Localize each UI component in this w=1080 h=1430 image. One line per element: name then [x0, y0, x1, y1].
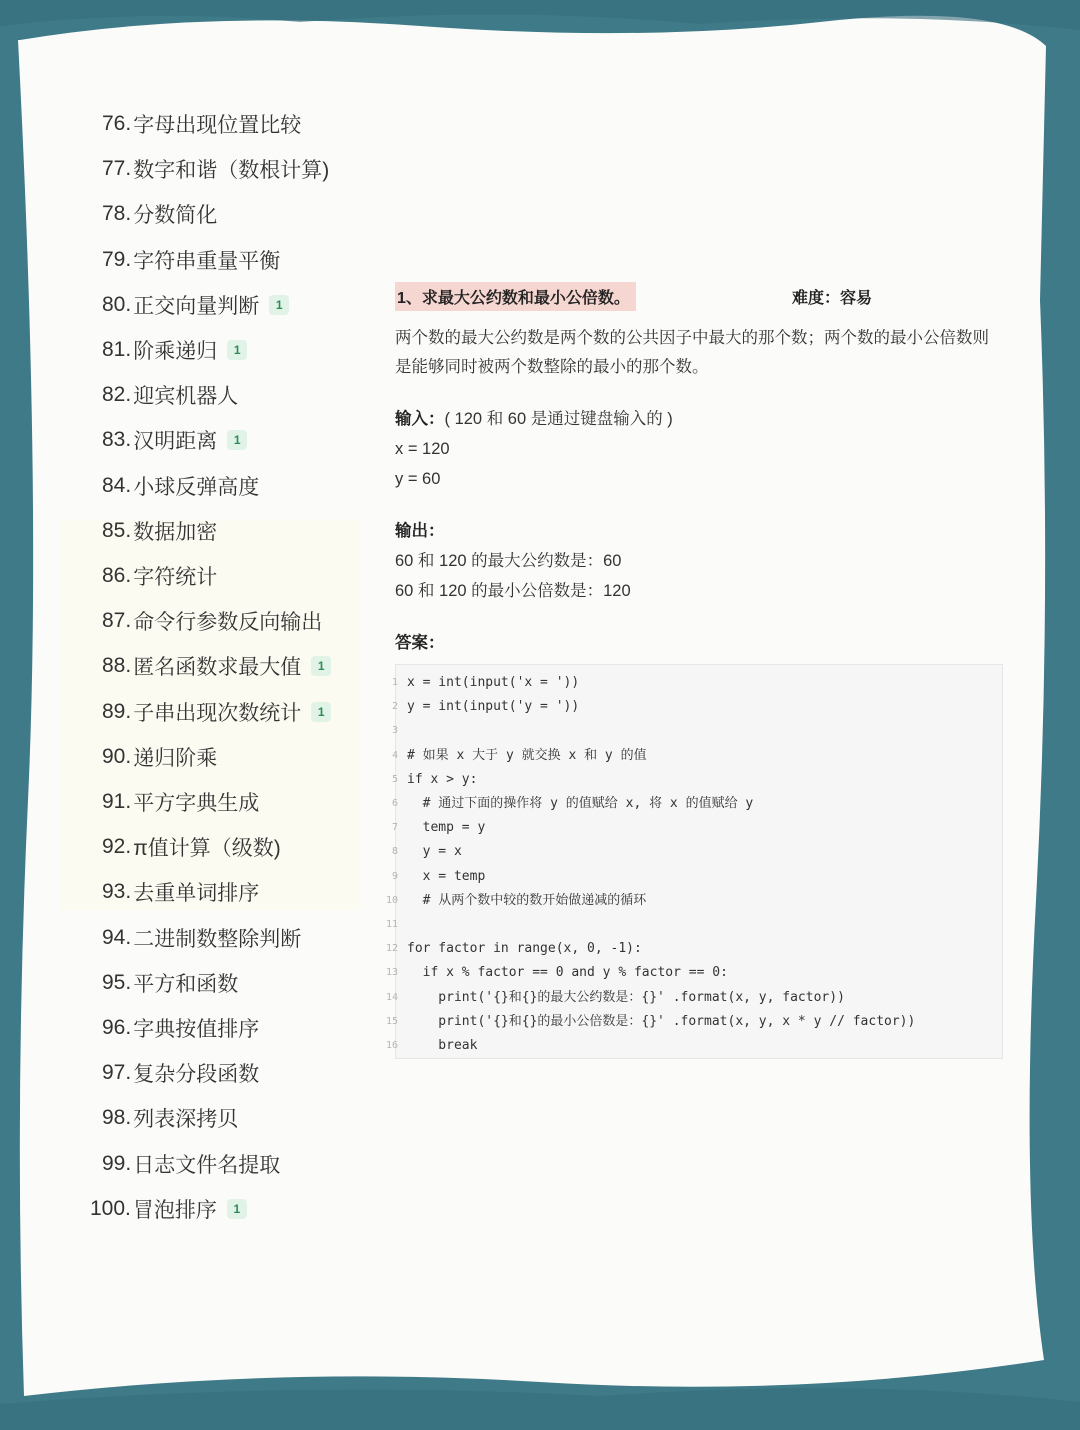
output-line: 60 和 120 的最小公倍数是：120 — [395, 582, 631, 600]
toc-item[interactable] — [102, 378, 238, 412]
toc-item-title: 字典按值排序 — [133, 1018, 260, 1041]
code-line: print('{}和{}的最小公倍数是：{}' .format(x, y, x * y // factor)) — [407, 1013, 916, 1029]
line-number: 9 — [391, 870, 398, 882]
line-number: 14 — [385, 991, 398, 1003]
toc-item-number: 76. — [102, 112, 132, 135]
comment-count-badge: 1 — [227, 430, 247, 450]
toc-item[interactable] — [102, 469, 259, 503]
comment-count-badge: 1 — [311, 656, 331, 676]
code-line: temp = y — [407, 820, 486, 836]
toc-item-title: 分数简化 — [133, 204, 218, 228]
toc-item-number: 81. — [102, 338, 132, 361]
toc-item-number: 84. — [102, 473, 132, 497]
toc-item[interactable] — [102, 559, 217, 593]
line-number: 12 — [385, 943, 398, 955]
line-number: 5 — [391, 773, 398, 785]
line-number: 11 — [385, 919, 398, 930]
answer-label: 答案： — [395, 634, 445, 652]
answer-section — [395, 628, 445, 658]
toc-item[interactable] — [102, 288, 289, 322]
toc-item[interactable] — [102, 695, 331, 729]
toc-item[interactable] — [102, 649, 331, 683]
toc-item-title: π值计算（级数) — [133, 837, 281, 861]
toc-item-title: 日志文件名提取 — [133, 1153, 281, 1177]
toc-item-title: 平方字典生成 — [133, 792, 260, 815]
code-line: # 通过下面的操作将 y 的值赋给 x, 将 x 的值赋给 y — [407, 796, 754, 811]
toc-item-title: 数据加密 — [133, 520, 218, 544]
input-section — [395, 404, 673, 494]
toc-item-title: 正交向量判断 — [133, 294, 260, 318]
toc-item-number: 95. — [102, 970, 132, 994]
toc-item-number: 78. — [102, 202, 132, 226]
toc-item[interactable] — [102, 333, 247, 367]
line-number: 3 — [391, 725, 398, 737]
code-line: y = int(input('y = ')) — [407, 699, 580, 715]
toc-item-title: 子串出现次数统计 — [133, 701, 302, 725]
toc-item[interactable] — [102, 1147, 280, 1181]
toc-item-number: 92. — [102, 835, 132, 859]
code-line: # 从两个数中较的数开始做递减的循环 — [407, 892, 647, 908]
code-line: break — [407, 1038, 478, 1053]
toc-item-number: 86. — [102, 564, 132, 587]
line-number: 2 — [391, 701, 398, 713]
code-line: if x % factor == 0 and y % factor == 0: — [407, 965, 728, 981]
toc-item-title: 递归阶乘 — [133, 746, 218, 770]
toc-item-number: 98. — [102, 1106, 132, 1130]
toc-item-number: 97. — [102, 1061, 132, 1085]
code-line: for factor in range(x, 0, -1): — [407, 941, 642, 957]
toc-item-title: 字符统计 — [133, 566, 218, 589]
line-number: 7 — [391, 822, 398, 834]
toc-item-title: 去重单词排序 — [133, 882, 260, 906]
toc-item-number: 87. — [102, 609, 132, 633]
toc-item-number: 99. — [102, 1151, 132, 1175]
code-line: print('{}和{}的最大公约数是：{}' .format(x, y, factor)) — [407, 989, 845, 1005]
line-number: 15 — [385, 1015, 398, 1027]
toc-item-number: 80. — [102, 292, 132, 316]
input-line: y = 60 — [395, 470, 441, 488]
code-line: x = int(input('x = ')) — [407, 675, 580, 690]
toc-item[interactable] — [102, 1056, 259, 1090]
toc-item[interactable] — [102, 604, 322, 638]
input-note: ( 120 和 60 是通过键盘输入的 ) — [444, 410, 673, 428]
comment-count-badge: 1 — [227, 1199, 247, 1219]
line-number: 13 — [385, 967, 398, 979]
toc-item-number: 93. — [102, 880, 132, 904]
toc-item[interactable] — [102, 107, 301, 141]
line-number: 16 — [385, 1040, 398, 1051]
toc-item[interactable] — [102, 423, 247, 457]
toc-item[interactable] — [102, 514, 217, 548]
toc-item[interactable] — [102, 875, 259, 909]
toc-item-number: 85. — [102, 518, 132, 542]
toc-item[interactable] — [102, 740, 217, 774]
toc-item-number: 90. — [102, 744, 132, 768]
line-number: 1 — [391, 677, 398, 688]
line-number: 8 — [391, 846, 398, 858]
toc-item[interactable] — [102, 1011, 259, 1045]
toc-item[interactable] — [102, 197, 217, 231]
code-line: # 如果 x 大于 y 就交换 x 和 y 的值 — [407, 747, 647, 763]
question-title: 1、求最大公约数和最小公倍数。 — [395, 282, 636, 311]
code-block — [385, 664, 1003, 1059]
toc-item-title: 汉明距离 — [133, 430, 218, 454]
toc-item-title: 二进制数整除判断 — [133, 927, 302, 951]
toc-item[interactable] — [102, 830, 281, 864]
line-number: 10 — [385, 894, 398, 906]
code-line: y = x — [407, 844, 462, 860]
toc-item-title: 冒泡排序 — [132, 1198, 217, 1222]
toc-item[interactable] — [102, 152, 329, 186]
toc-item-number: 77. — [102, 157, 132, 181]
toc-item-title: 数字和谐（数根计算) — [133, 159, 330, 183]
output-section — [395, 516, 631, 606]
output-label: 输出： — [395, 522, 445, 540]
toc-item-number: 89. — [102, 699, 132, 723]
toc-item-title: 迎宾机器人 — [133, 385, 239, 409]
input-line: x = 120 — [395, 440, 450, 458]
input-label: 输入： — [395, 410, 445, 428]
toc-item-number: 82. — [102, 383, 132, 407]
toc-item-number: 100. — [90, 1196, 131, 1220]
toc-item[interactable] — [102, 1101, 238, 1135]
toc-item-title: 字母出现位置比较 — [133, 114, 302, 137]
toc-item-number: 91. — [102, 790, 132, 813]
toc-item-number: 79. — [102, 247, 132, 271]
code-line: x = temp — [407, 868, 486, 884]
toc-item[interactable] — [102, 921, 301, 955]
difficulty-label: 难度：容易 — [792, 290, 873, 307]
toc-item-number: 94. — [102, 925, 132, 949]
comment-count-badge: 1 — [227, 340, 247, 360]
toc-item[interactable] — [90, 1192, 247, 1226]
comment-count-badge: 1 — [269, 295, 289, 315]
toc-item[interactable] — [102, 243, 280, 277]
toc-item-title: 复杂分段函数 — [133, 1063, 260, 1087]
output-line: 60 和 120 的最大公约数是：60 — [395, 552, 622, 570]
toc-item-number: 96. — [102, 1016, 132, 1039]
toc-item-title: 命令行参数反向输出 — [133, 611, 323, 635]
toc-item[interactable] — [102, 966, 238, 1000]
toc-item-title: 字符串重量平衡 — [133, 249, 281, 273]
toc-item-title: 小球反弹高度 — [133, 475, 260, 499]
toc-item-number: 83. — [102, 428, 132, 452]
toc-item-number: 88. — [102, 654, 132, 678]
toc-item[interactable] — [102, 785, 259, 819]
question-description: 两个数的最大公约数是两个数的公共因子中最大的那个数；两个数的最小公倍数则是能够同时被两个数整除的最小的那个数。 — [395, 329, 989, 376]
comment-count-badge: 1 — [311, 702, 331, 722]
line-number: 4 — [391, 749, 398, 761]
line-number: 6 — [391, 798, 398, 809]
toc-item-title: 平方和函数 — [133, 972, 239, 996]
toc-item-title: 匿名函数求最大值 — [133, 656, 302, 680]
toc-item-title: 阶乘递归 — [133, 340, 218, 363]
code-line: if x > y: — [407, 771, 478, 787]
toc-item-title: 列表深拷贝 — [133, 1108, 239, 1132]
